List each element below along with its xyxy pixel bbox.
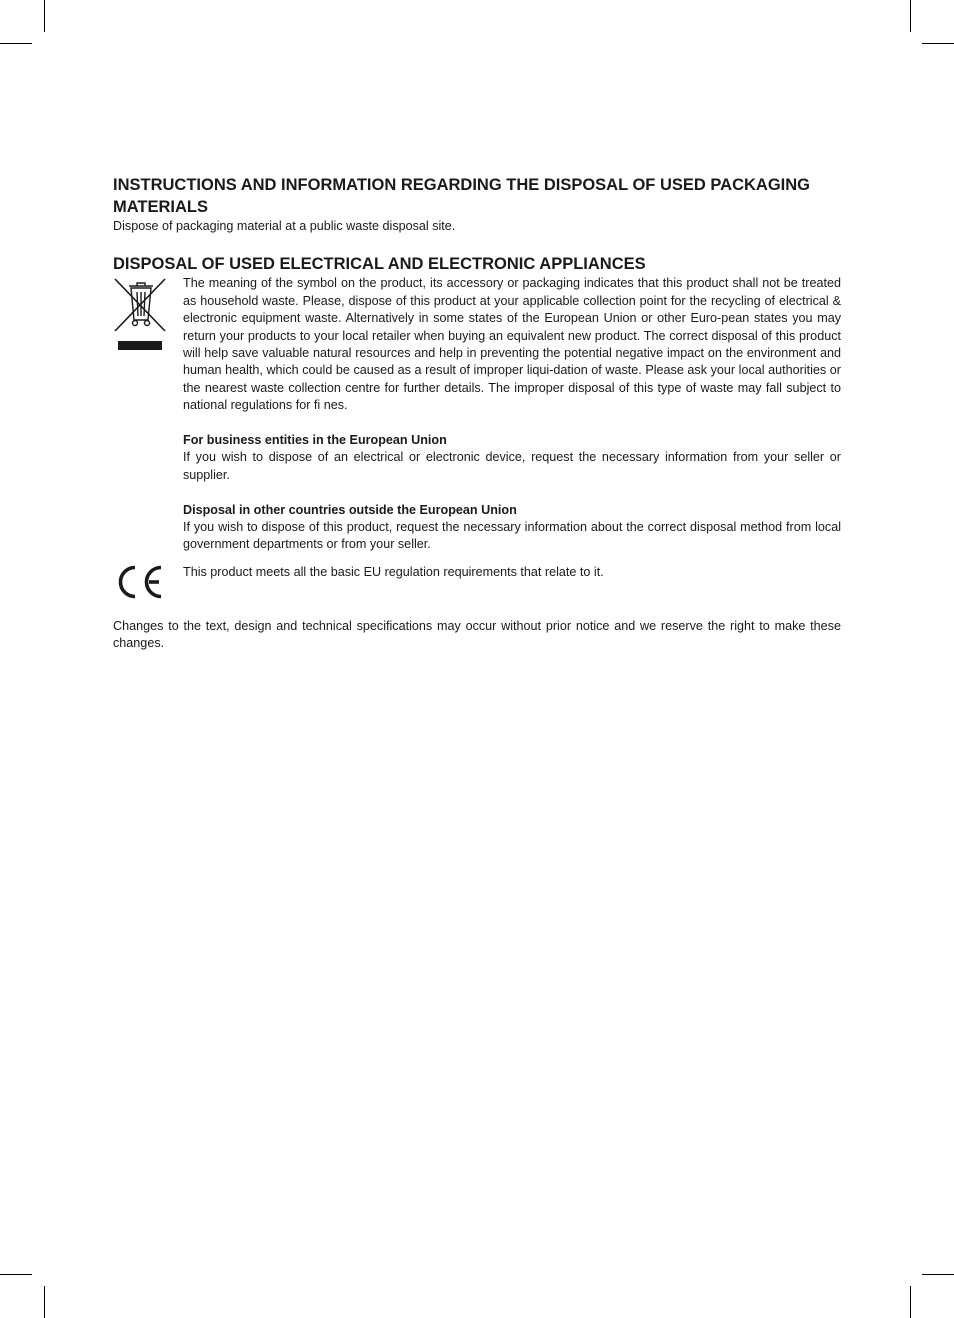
packaging-disposal-title: INSTRUCTIONS AND INFORMATION REGARDING THE DISPOSAL OF USED PACKAGING MATERIALS [113,176,810,216]
crop-mark [922,1274,954,1275]
changes-notice: Changes to the text, design and technical speciﬁcations may occur without prior notice and we reserve the right to make these changes. [113,618,841,651]
outside-eu-text: If you wish to dispose of this product, request the necessary information about the correct disposal method from local government departments or from your seller. [183,520,841,552]
ce-section [113,564,841,608]
weee-crossed-bin-icon [113,275,167,351]
crop-mark [910,1286,911,1318]
business-entities-title: For business entities in the European Union [183,433,447,448]
weee-disposal-text: The meaning of the symbol on the product, its accessory or packaging indicates that this product shall not be treated as household waste. Please, dispose of this product at your applicable collection point for the recycling of electrical & electronic equipment waste. Alternatively in some states of the European Union or other Euro-pean states you may return your products to your local retailer when buying an equivalent new product. The correct disposal of this product will help save valuable natural resources and help in preventing the potential negative impact on the environment and human health, which could be caused as a result of improper liqui-dation of waste. Please ask your local authorities or the nearest waste collection centre for further details. The improper disposal of this type of waste may fall subject to national regulations for ﬁ nes. [183,276,841,413]
weee-section [113,275,841,553]
outside-eu-title: Disposal in other countries outside the European Union [183,502,517,517]
packaging-disposal-text: Dispose of packaging material at a public waste disposal site. [113,219,456,233]
business-entities-text: If you wish to dispose of an electrical or electronic device, request the necessary information from your seller or supplier. [183,450,841,482]
document-content [113,174,841,653]
crop-mark [44,0,45,32]
crop-mark [0,1274,32,1275]
crop-mark [910,0,911,32]
ce-compliance-text: This product meets all the basic EU regulation requirements that relate to it. [183,564,604,579]
crop-mark [0,43,32,44]
crop-mark [44,1286,45,1318]
weee-disposal-title: DISPOSAL OF USED ELECTRICAL AND ELECTRONIC APPLIANCES [113,255,646,274]
crop-mark [922,43,954,44]
ce-mark-icon [113,564,165,600]
